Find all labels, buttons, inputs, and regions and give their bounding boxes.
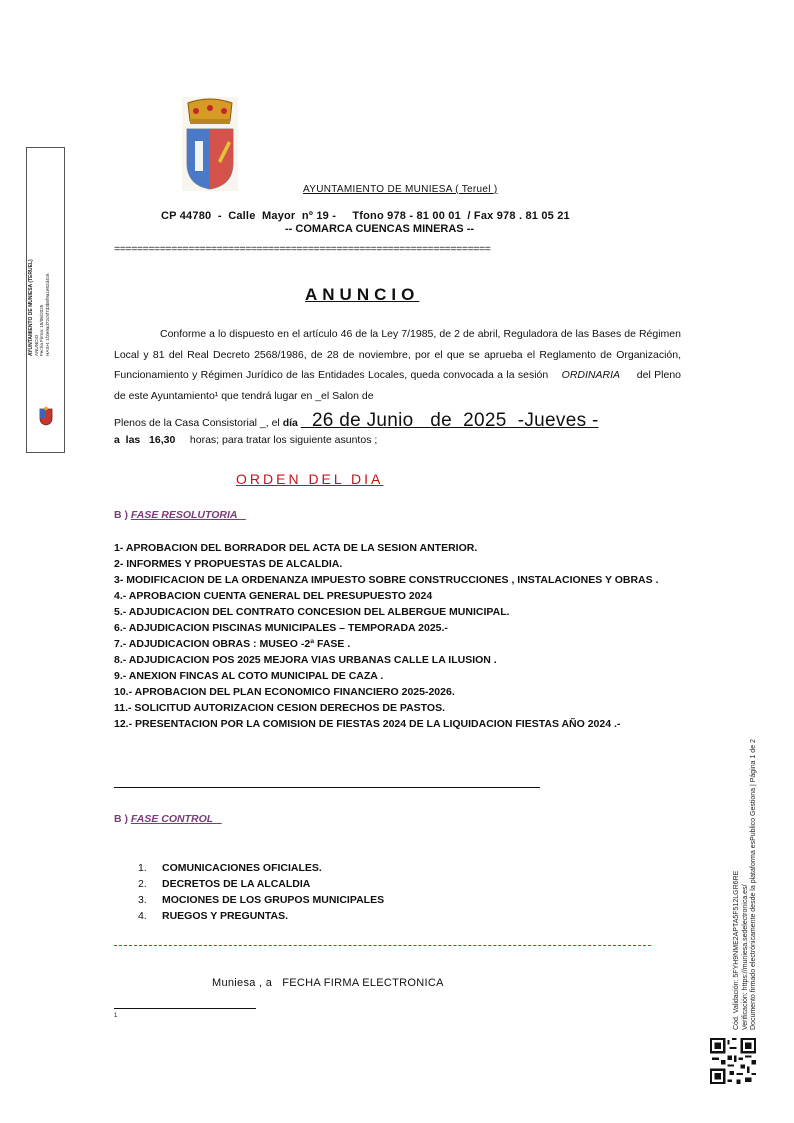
list-item: 5.- ADJUDICACION DEL CONTRATO CONCESION DEL ALBERGUE MUNICIPAL. [114, 606, 510, 618]
orden-del-dia-title: ORDEN DEL DIA [236, 471, 384, 487]
dia-label: día [282, 417, 298, 429]
hora-line [114, 434, 377, 446]
list-item: 6.- ADJUDICACION PISCINAS MUNICIPALES – TEMPORADA 2025.- [114, 622, 448, 634]
item-text: RUEGOS Y PREGUNTAS. [162, 910, 289, 922]
verification-url[interactable]: Verificación: https://muniesa.sedelectronica.es/ [741, 884, 749, 1030]
section-divider [114, 787, 540, 788]
list-item: 2- INFORMES Y PROPUESTAS DE ALCALDIA. [114, 558, 343, 570]
list-item [138, 860, 384, 876]
list-item [138, 876, 384, 892]
hora-value: 16,30 [149, 434, 176, 446]
signature-stamp-box [26, 147, 65, 453]
item-text: DECRETOS DE LA ALCALDIA [162, 878, 311, 890]
stamp-line-3: Fecha Firma: 18/06/2025 [39, 304, 45, 356]
item-number: 3. [138, 894, 147, 906]
verification-code: Cód. Validación: 5FYH9NME2APTA5F512LGR6RE [733, 870, 740, 1030]
fase-control-heading [114, 813, 222, 825]
stamp-shield-icon [36, 406, 56, 426]
stamp-line-2: ANUNCIO [34, 334, 40, 356]
qr-code-icon [710, 1038, 756, 1084]
intro-paragraph [114, 324, 681, 406]
footnote-rule [114, 1008, 256, 1009]
fase-control-label: FASE CONTROL [130, 813, 222, 825]
list-item: 10.- APROBACION DEL PLAN ECONOMICO FINANCIERO 2025-2026. [114, 686, 455, 698]
list-item: 9.- ANEXION FINCAS AL COTO MUNICIPAL DE CAZA . [114, 670, 384, 682]
dashed-divider [114, 945, 651, 946]
page-title: ANUNCIO [305, 285, 420, 304]
list-item [138, 908, 384, 924]
stamp-line-4: HASH: 1f3e9ad72c5f7d3b5f9a1e82d4c6 [44, 273, 50, 356]
hora-label: a las [114, 434, 141, 446]
footnote: 1 [114, 1013, 118, 1019]
control-list [138, 860, 384, 924]
verification-text [733, 730, 759, 1030]
item-number: 1. [138, 862, 147, 874]
fase-control-prefix: B ) [114, 813, 128, 825]
stamp-text [29, 156, 50, 356]
list-item: 12.- PRESENTACION POR LA COMISION DE FIESTAS 2024 DE LA LIQUIDACION FIESTAS AÑO 2024 .- [114, 718, 621, 730]
date-line [114, 410, 599, 432]
list-item: 7.- ADJUDICACION OBRAS : MUSEO -2ª FASE . [114, 638, 351, 650]
intro-text-3: Plenos de la Casa Consistorial _, el [114, 417, 280, 429]
intro-text: Conforme a lo dispuesto en el artículo 46 de la Ley 7/1985, de 2 de abril, Reguladora de las Bases de Régimen Local y 81 del Real Decreto 2568/1986, de 28 de noviembre, por el que se aprueba el Reglamento de Organización, Funcionamiento y Régimen Jurídico de las Entidades Locales, queda convocada a la sesión [114, 328, 681, 381]
item-text: MOCIONES DE LOS GRUPOS MUNICIPALES [162, 894, 385, 906]
session-date: 26 de Junio de 2025 -Jueves - [300, 410, 599, 431]
fase-resolutoria-heading [114, 509, 246, 521]
signature-line: Muniesa , a FECHA FIRMA ELECTRONICA [212, 977, 444, 989]
intro-text-2: del Pleno de este Ayuntamiento¹ que tendrá lugar en _el Salon de [114, 369, 682, 402]
coat-of-arms-icon [182, 97, 238, 191]
list-item [138, 892, 384, 908]
item-text: COMUNICACIONES OFICIALES. [162, 862, 322, 874]
list-item: 8.- ADJUDICACION POS 2025 MEJORA VIAS URBANAS CALLE LA ILUSION . [114, 654, 497, 666]
ayuntamiento-heading: AYUNTAMIENTO DE MUNIESA ( Teruel ) [303, 184, 498, 195]
address-line: CP 44780 - Calle Mayor nº 19 - Tfono 978 - 81 00 01 / Fax 978 . 81 05 21 [161, 210, 570, 222]
list-item: 1- APROBACION DEL BORRADOR DEL ACTA DE LA SESION ANTERIOR. [114, 542, 478, 554]
list-item: 3- MODIFICACION DE LA ORDENANZA IMPUESTO SOBRE CONSTRUCCIONES , INSTALACIONES Y OBRAS . [114, 574, 659, 586]
session-type: ORDINARIA [561, 369, 621, 381]
verification-note: Documento firmado electrónicamente desde la plataforma esPublico Gestiona | Página 1 de 2 [750, 739, 757, 1030]
item-number: 2. [138, 878, 147, 890]
fase-resolutoria-prefix: B ) [114, 509, 128, 521]
stamp-line-1: AYUNTAMIENTO DE MUNIESA (TERUEL) [28, 259, 34, 356]
separator-rule: ================================================================== [114, 244, 491, 256]
agenda-list [114, 540, 689, 732]
item-number: 4. [138, 910, 147, 922]
list-item: 11.- SOLICITUD AUTORIZACION CESION DERECHOS DE PASTOS. [114, 702, 445, 714]
intro-text-4: horas; para tratar los siguiente asuntos ; [189, 434, 378, 446]
fase-resolutoria-label: FASE RESOLUTORIA [130, 509, 246, 521]
list-item: 4.- APROBACION CUENTA GENERAL DEL PRESUPUESTO 2024 [114, 590, 433, 602]
comarca-line: -- COMARCA CUENCAS MINERAS -- [285, 223, 475, 235]
